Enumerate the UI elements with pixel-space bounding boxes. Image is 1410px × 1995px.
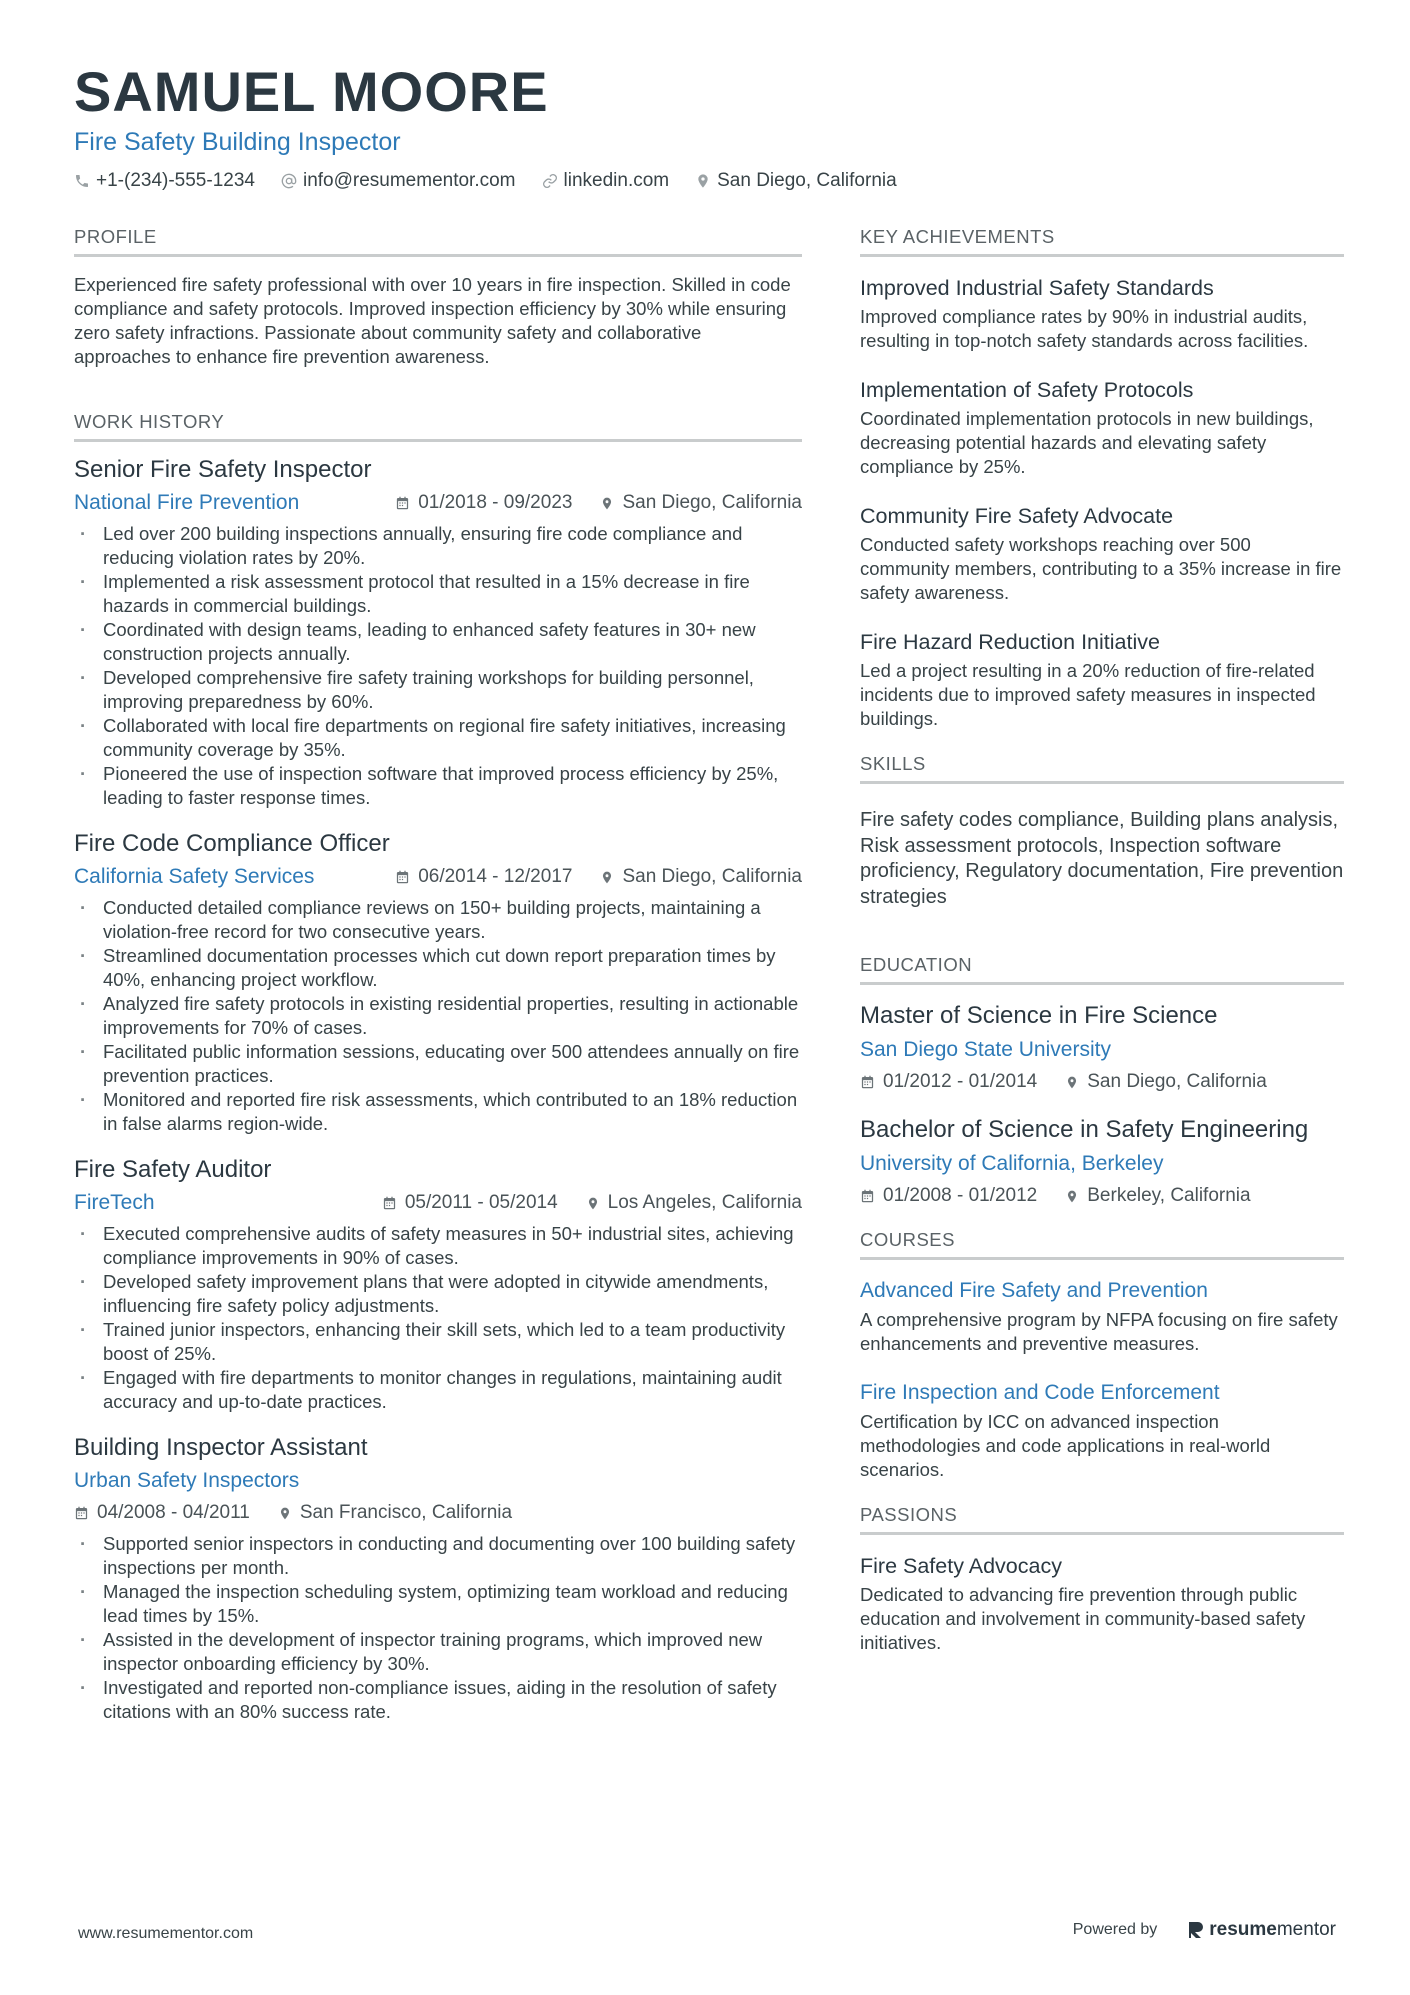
job-bullets: [74, 1222, 802, 1414]
contact-location: [695, 170, 897, 192]
job-title: Building Inspector Assistant: [74, 1434, 368, 1461]
job-meta: [395, 866, 802, 888]
section-title: COURSES: [860, 1229, 1344, 1260]
job-entry: [74, 1432, 802, 1724]
job-list: [74, 454, 802, 1724]
bullet-item: · Managed the inspection scheduling system, optimizing team workload and reducing lead times by 15%.: [74, 1580, 802, 1628]
candidate-name: SAMUEL MOORE: [74, 60, 549, 123]
education-item: [860, 1001, 1344, 1097]
passion-item: [860, 1551, 1344, 1655]
resumementor-logo-icon: [1187, 1920, 1205, 1940]
date-range: [395, 492, 572, 514]
date-range: [860, 1071, 1037, 1093]
calendar-icon: [860, 1188, 875, 1204]
job-company-row: [74, 488, 802, 518]
school-name: San Diego State University: [860, 1038, 1111, 1061]
achievement-title: Fire Hazard Reduction Initiative: [860, 630, 1160, 654]
bullet-item: · Developed safety improvement plans that were adopted in citywide amendments, influencing fire safety policy adjustments.: [74, 1270, 802, 1318]
calendar-icon: [395, 495, 410, 511]
phone-icon: [74, 173, 90, 189]
skills-text: Fire safety codes compliance, Building plans analysis, Risk assessment protocols, Inspection software proficiency, Regulatory documentation, Fire prevention strategies: [860, 809, 1344, 908]
bullet-item: · Coordinated with design teams, leading to enhanced safety features in 30+ new construction projects annually.: [74, 618, 802, 666]
section-title: PROFILE: [74, 226, 802, 257]
achievement-text: Coordinated implementation protocols in new buildings, decreasing potential hazards and elevating safety compliance by 25%.: [860, 408, 1314, 477]
map-pin-icon: [600, 869, 614, 886]
job-entry: [74, 828, 802, 1136]
passion-list: [860, 1551, 1344, 1655]
bullet-item: · Led over 200 building inspections annually, ensuring fire code compliance and reducing violation rates by 20%.: [74, 522, 802, 570]
job-bullets: [74, 896, 802, 1136]
bullet-item: · Implemented a risk assessment protocol that resulted in a 15% decrease in fire hazards in commercial buildings.: [74, 570, 802, 618]
location: [1065, 1071, 1267, 1093]
job-entry: [74, 454, 802, 810]
job-meta: [395, 492, 802, 514]
section-title: KEY ACHIEVEMENTS: [860, 226, 1344, 257]
skills-section: [860, 753, 1344, 910]
achievement-text: Conducted safety workshops reaching over 500 community members, contributing to a 35% increase in fire safety awareness.: [860, 534, 1342, 603]
achievement-text: Improved compliance rates by 90% in industrial audits, resulting in top-notch safety standards across facilities.: [860, 306, 1309, 351]
course-title: Fire Inspection and Code Enforcement: [860, 1381, 1220, 1404]
education-section: [860, 954, 1344, 1211]
map-pin-icon: [1065, 1188, 1079, 1205]
job-company-row: [74, 1466, 802, 1496]
job-meta: [382, 1192, 802, 1214]
bullet-item: · Investigated and reported non-compliance issues, aiding in the resolution of safety citations with an 80% success rate.: [74, 1676, 802, 1724]
achievement-title: Improved Industrial Safety Standards: [860, 276, 1214, 300]
brand-light: mentor: [1276, 1919, 1336, 1940]
bullet-item: · Conducted detailed compliance reviews on 150+ building projects, maintaining a violation-free record for two consecutive years.: [74, 896, 802, 944]
bullet-item: · Streamlined documentation processes which cut down report preparation times by 40%, enhancing project workflow.: [74, 944, 802, 992]
contact-email[interactable]: [281, 170, 516, 192]
bullet-item: · Collaborated with local fire departments on regional fire safety initiatives, increasing community coverage by 35%.: [74, 714, 802, 762]
contact-phone: [74, 170, 255, 192]
brand-logo[interactable]: [1187, 1919, 1336, 1941]
company-name: FireTech: [74, 1191, 155, 1214]
section-title: EDUCATION: [860, 954, 1344, 985]
map-pin-icon: [586, 1195, 600, 1212]
profile-text: Experienced fire safety professional with over 10 years in fire inspection. Skilled in code compliance and safety protocols. Improved inspection efficiency by 30% while ensuring zero safety infractions. Passionate about community safety and collaborative approaches to enhance fire prevention awareness.: [74, 274, 791, 367]
job-meta: [74, 1498, 802, 1528]
company-name: National Fire Prevention: [74, 491, 300, 514]
section-title: WORK HISTORY: [74, 411, 802, 442]
email-text[interactable]: info@resumementor.com: [302, 170, 516, 191]
location-text: San Diego, California: [622, 866, 802, 887]
achievement-item: [860, 627, 1344, 731]
school-name: University of California, Berkeley: [860, 1152, 1164, 1175]
location: [1065, 1185, 1250, 1207]
course-item: [860, 1378, 1344, 1482]
map-pin-icon: [695, 172, 711, 190]
job-title: Fire Safety Auditor: [74, 1156, 272, 1183]
degree-title: Bachelor of Science in Safety Engineering: [860, 1116, 1309, 1143]
bullet-item: · Monitored and reported fire risk assessments, which contributed to an 18% reduction in false alarms region-wide.: [74, 1088, 802, 1136]
location: [278, 1502, 512, 1524]
location-text: San Francisco, California: [299, 1502, 513, 1523]
job-title: Senior Fire Safety Inspector: [74, 456, 372, 483]
course-title: Advanced Fire Safety and Prevention: [860, 1279, 1208, 1302]
bullet-item: · Developed comprehensive fire safety training workshops for building personnel, improving preparedness by 60%.: [74, 666, 802, 714]
course-list: [860, 1276, 1344, 1482]
location-text: Berkeley, California: [1087, 1185, 1251, 1206]
bullet-item: · Supported senior inspectors in conducting and documenting over 100 building safety inspections per month.: [74, 1532, 802, 1580]
location-text: San Diego, California: [622, 492, 802, 513]
education-item: [860, 1115, 1344, 1211]
job-company-row: [74, 1188, 802, 1218]
education-list: [860, 1001, 1344, 1211]
map-pin-icon: [278, 1505, 292, 1522]
map-pin-icon: [1065, 1074, 1079, 1091]
job-title: Fire Code Compliance Officer: [74, 830, 390, 857]
map-pin-icon: [600, 495, 614, 512]
section-title: PASSIONS: [860, 1504, 1344, 1535]
location-text: San Diego, California: [1087, 1071, 1267, 1092]
passion-title: Fire Safety Advocacy: [860, 1554, 1062, 1578]
calendar-icon: [395, 869, 410, 885]
powered-by-label: Powered by: [1072, 1921, 1158, 1938]
linkedin-text[interactable]: linkedin.com: [563, 170, 670, 191]
achievement-list: [860, 273, 1344, 731]
job-bullets: [74, 1532, 802, 1724]
section-title: SKILLS: [860, 753, 1344, 784]
date-range: [860, 1185, 1037, 1207]
courses-section: [860, 1229, 1344, 1482]
achievement-title: Community Fire Safety Advocate: [860, 504, 1174, 528]
achievement-item: [860, 273, 1344, 353]
achievement-text: Led a project resulting in a 20% reduction of fire-related incidents due to improved safety measures in inspected buildings.: [860, 660, 1316, 729]
work-history-section: [74, 411, 802, 1724]
right-column: [860, 226, 1344, 1677]
profile-section: [74, 226, 802, 369]
location: [600, 492, 802, 514]
degree-title: Master of Science in Fire Science: [860, 1002, 1218, 1029]
calendar-icon: [74, 1505, 89, 1521]
bullet-item: · Assisted in the development of inspector training programs, which improved new inspector onboarding efficiency by 30%.: [74, 1628, 802, 1676]
phone-text: +1-(234)-555-1234: [96, 170, 255, 191]
key-achievements-section: [860, 226, 1344, 731]
date-range: [74, 1502, 250, 1524]
company-name: Urban Safety Inspectors: [74, 1469, 300, 1492]
contact-bar: [74, 170, 1344, 192]
job-company-row: [74, 862, 802, 892]
at-sign-icon: [281, 173, 297, 189]
date-text: 05/2011 - 05/2014: [404, 1192, 558, 1213]
date-text: 01/2018 - 09/2023: [418, 492, 573, 513]
calendar-icon: [860, 1074, 875, 1090]
education-meta: [860, 1181, 1344, 1211]
job-entry: [74, 1154, 802, 1414]
passion-text: Dedicated to advancing fire prevention through public education and involvement in community-based safety initiatives.: [860, 1584, 1306, 1653]
left-column: [74, 226, 802, 1742]
date-text: 01/2008 - 01/2012: [883, 1185, 1038, 1206]
course-item: [860, 1276, 1344, 1356]
footer-website[interactable]: www.resumementor.com: [78, 1925, 254, 1942]
course-text: Certification by ICC on advanced inspection methodologies and code applications in real-world scenarios.: [860, 1411, 1271, 1480]
brand-bold: resume: [1209, 1919, 1277, 1940]
date-range: [395, 866, 572, 888]
location: [600, 866, 802, 888]
bullet-item: · Analyzed fire safety protocols in existing residential properties, resulting in actionable improvements for 70% of cases.: [74, 992, 802, 1040]
footer-branding: [1073, 1919, 1336, 1941]
date-text: 06/2014 - 12/2017: [418, 866, 573, 887]
date-text: 04/2008 - 04/2011: [97, 1502, 250, 1523]
bullet-item: · Trained junior inspectors, enhancing their skill sets, which led to a team productivity boost of 25%.: [74, 1318, 802, 1366]
candidate-headline: Fire Safety Building Inspector: [74, 128, 401, 156]
link-icon: [542, 173, 558, 189]
location-text: San Diego, California: [717, 170, 897, 191]
achievement-item: [860, 501, 1344, 605]
resume-header: [74, 60, 1344, 192]
job-bullets: [74, 522, 802, 810]
achievement-title: Implementation of Safety Protocols: [860, 378, 1194, 402]
location-text: Los Angeles, California: [607, 1192, 802, 1213]
date-text: 01/2012 - 01/2014: [883, 1071, 1038, 1092]
calendar-icon: [382, 1195, 397, 1211]
company-name: California Safety Services: [74, 865, 315, 888]
education-meta: [860, 1067, 1344, 1097]
course-text: A comprehensive program by NFPA focusing on fire safety enhancements and preventive measures.: [860, 1309, 1338, 1354]
bullet-item: · Engaged with fire departments to monitor changes in regulations, maintaining audit accuracy and up-to-date practices.: [74, 1366, 802, 1414]
achievement-item: [860, 375, 1344, 479]
bullet-item: · Pioneered the use of inspection software that improved process efficiency by 25%, leading to faster response times.: [74, 762, 802, 810]
contact-linkedin[interactable]: [542, 170, 670, 192]
bullet-item: · Facilitated public information sessions, educating over 500 attendees annually on fire prevention practices.: [74, 1040, 802, 1088]
passions-section: [860, 1504, 1344, 1655]
location: [586, 1192, 802, 1214]
date-range: [382, 1192, 558, 1214]
bullet-item: · Executed comprehensive audits of safety measures in 50+ industrial sites, achieving compliance improvements in 90% of cases.: [74, 1222, 802, 1270]
